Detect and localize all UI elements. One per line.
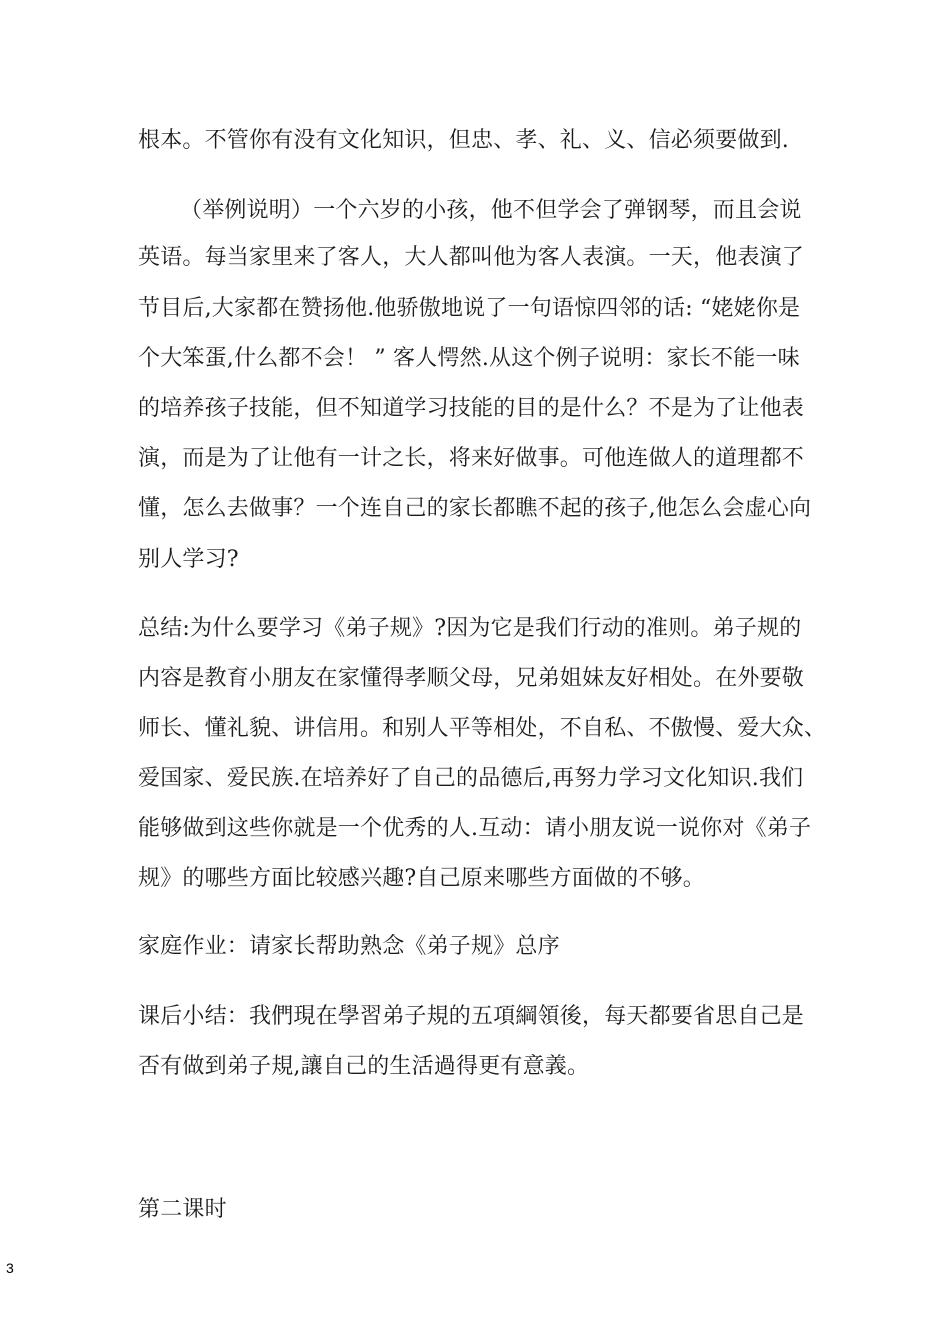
page-number: 3	[6, 1260, 14, 1276]
paragraph-line: 的培养孩子技能，但不知道学习技能的目的是什么？不是为了让他表	[138, 396, 805, 421]
paragraph-line: 懂，怎么去做事？一个连自己的家长都瞧不起的孩子,他怎么会虚心向	[138, 496, 812, 521]
paragraph-line: 根本。不管你有没有文化知识，但忠、孝、礼、义、信必须要做到.	[138, 128, 789, 153]
paragraph-line: 规》的哪些方面比较感兴趣?自己原来哪些方面做的不够。	[138, 866, 705, 891]
paragraph-line: 师长、懂礼貌、讲信用。和别人平等相处，不自私、不傲慢、爱大众、	[138, 716, 827, 741]
paragraph-line: （举例说明）一个六岁的小孩，他不但学会了弹钢琴，而且会说	[180, 198, 802, 223]
section-heading: 第二课时	[138, 1197, 227, 1222]
paragraph-line: 能够做到这些你就是一个优秀的人.互动：请小朋友说一说你对《弟子	[138, 816, 812, 841]
paragraph-line: 个大笨蛋,什么都不会！ ” 客人愕然.从这个例子说明：家长不能一味	[138, 346, 800, 371]
paragraph-line: 演，而是为了让他有一计之长，将来好做事。可他连做人的道理都不	[138, 446, 805, 471]
paragraph-line: 爱国家、爱民族.在培养好了自己的品德后,再努力学习文化知识.我们	[138, 766, 804, 791]
paragraph-line: 别人学习?	[138, 547, 239, 572]
paragraph-line: 家庭作业：请家长帮助熟念《弟子规》总序	[138, 934, 560, 959]
paragraph-line: 节目后,大家都在赞扬他.他骄傲地说了一句语惊四邻的话: “姥姥你是	[138, 296, 801, 321]
paragraph-line: 总结:为什么要学习《弟子规》?因为它是我们行动的准则。弟子规的	[138, 616, 802, 641]
paragraph-line: 课后小结：我們現在學習弟子規的五項綱領後，每天都要省思自己是	[138, 1004, 805, 1029]
paragraph-line: 否有做到弟子規,讓自己的生活過得更有意義。	[138, 1054, 590, 1079]
paragraph-line: 英语。每当家里来了客人，大人都叫他为客人表演。一天，他表演了	[138, 245, 805, 270]
paragraph-line: 内容是教育小朋友在家懂得孝顺父母，兄弟姐妹友好相处。在外要敬	[138, 666, 805, 691]
